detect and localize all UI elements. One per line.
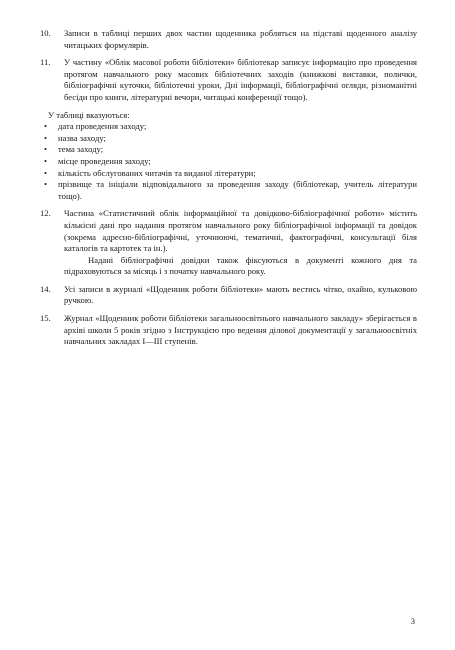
bullet-icon: •: [44, 167, 48, 178]
bullets-intro: У таблиці вказуються:: [48, 109, 130, 120]
bullet-item: • кількість обслугованих читачів та виданої літератури;: [44, 167, 256, 178]
item-text: Усі записи в журналі «Щоденник роботи бібліотеки» мають вестись чітко, охайно, кульковою ручкою.: [64, 283, 417, 306]
bullet-item: • місце проведення заходу;: [44, 155, 151, 166]
bullet-icon: •: [44, 121, 48, 132]
bullet-icon: •: [44, 155, 48, 166]
item-text: Записи в таблиці перших двох частин щоденника робляться на підставі щоденного аналізу читацьких формулярів.: [64, 28, 417, 50]
item-extra-text: Надані бібліографічні довідки також фіксуються в документі кожного дня та підраховуються за місяць і з початку навчального року.: [64, 254, 417, 277]
item-text: У частину «Облік масової роботи бібліотеки» бібліотекар записує інформацію про проведення протягом навчального року масових бібліотечних заходів (книжкові виставки, полички, бібліографічні куточки, бібліотечні уроки, Дні інформації, бібліографічні огляди, різноманітні бесіди про книги, літературні вечори, читацькі конференції тощо).: [64, 57, 417, 102]
item-text: Журнал «Щоденник роботи бібліотеки загальноосвітнього навчального закладу» зберігається в архіві школи 5 років згідно з Інструкцією про ведення ділової документації у загальноосвітніх навчальних закладах І—ІІІ ступенів.: [64, 313, 417, 347]
list-item-14: [40, 284, 417, 307]
list-item-12: [40, 208, 417, 278]
bullet-list: [40, 121, 417, 202]
bullet-icon: •: [44, 144, 48, 155]
list-item-11: [40, 57, 417, 103]
list-item-15: [40, 313, 417, 348]
page-number: 3: [410, 616, 415, 626]
item-text: Частина «Статистичний облік інформаційної та довідково-бібліографічної роботи» містить кількісні дані про надання протягом навчального року бібліографічної інформації та довідок (зокрема адресно-бібліографічні, уточнюючі, тематичні, фактографічні, консультації біля каталогів та картотек та ін.).: [64, 208, 417, 254]
bullet-item: • назва заходу;: [44, 132, 106, 143]
item-number: 12.: [40, 208, 51, 219]
bullet-item: • дата проведення заходу;: [44, 121, 147, 132]
item-number: 11.: [40, 57, 51, 68]
bullet-icon: •: [44, 132, 48, 143]
item-number: 15.: [40, 313, 51, 324]
list-item-10: [40, 28, 417, 51]
item-number: 10.: [40, 28, 51, 38]
bullet-item: • прізвище та ініціали відповідального за проведення заходу (бібліотекар, учитель літератури тощо).: [44, 179, 417, 201]
item-number: 14.: [40, 283, 51, 294]
bullet-icon: •: [44, 179, 48, 190]
bullet-item: • тема заходу;: [44, 144, 104, 155]
